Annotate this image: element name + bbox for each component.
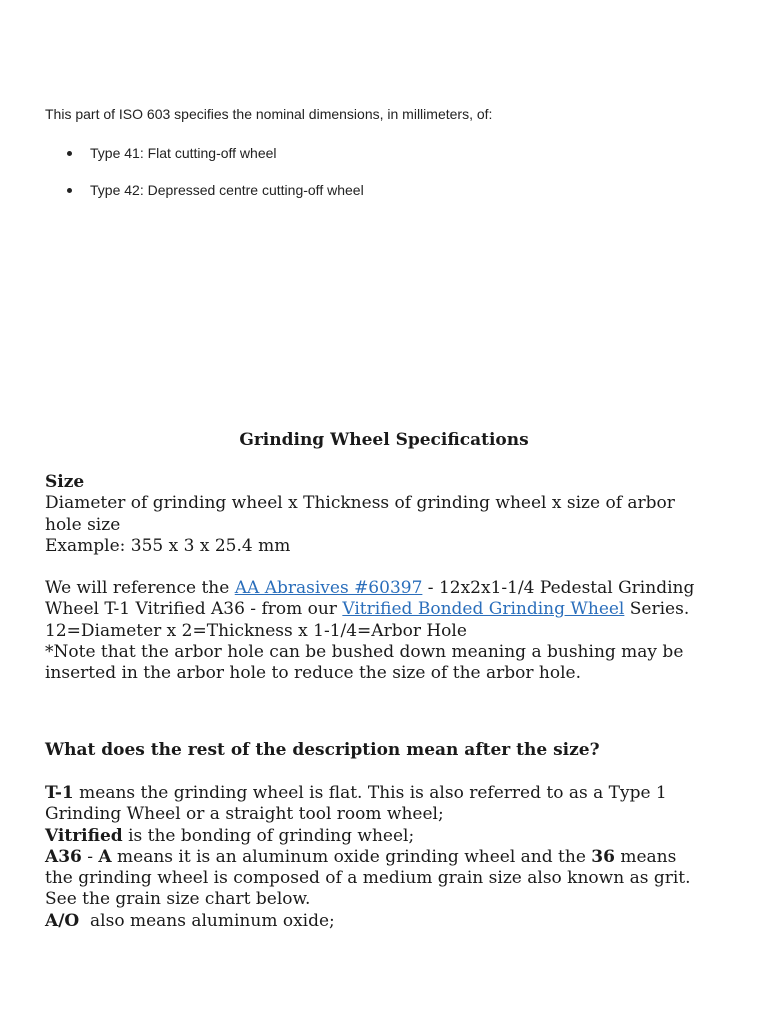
term: 36: [591, 846, 615, 867]
term: A: [98, 846, 112, 867]
vitrified-line: [45, 826, 735, 847]
definition-text: also means aluminum oxide;: [79, 910, 335, 931]
product-link[interactable]: AA Abrasives #60397: [234, 578, 423, 598]
term: Vitrified: [45, 825, 123, 846]
list-item: [45, 180, 725, 217]
wheel-type-list: [45, 143, 725, 217]
size-section: [45, 472, 735, 557]
size-description-line: Diameter of grinding wheel x Thickness of grinding wheel x size of arbor: [45, 493, 675, 514]
definition-text: -: [81, 846, 99, 867]
reference-text: We will reference the: [45, 578, 235, 598]
dimension-breakdown: 12=Diameter x 2=Thickness x 1-1/4=Arbor Hole: [45, 620, 467, 641]
question-heading: What does the rest of the description mean after the size?: [45, 740, 600, 760]
description-section: [45, 783, 735, 932]
term: A36: [45, 846, 82, 867]
bullet-icon: [67, 188, 72, 193]
bullet-icon: [67, 151, 72, 156]
reference-text: - 12x2x1-1/4 Pedestal Grinding: [422, 578, 695, 598]
description-question: [45, 740, 735, 761]
size-heading: Size: [45, 472, 85, 492]
ao-line: [45, 911, 735, 932]
reference-text: Series.: [624, 599, 690, 620]
a36-line: See the grain size chart below.: [45, 889, 311, 910]
section-title: Grinding Wheel Specifications: [239, 430, 529, 450]
term: T-1: [45, 783, 74, 803]
t1-line: [45, 783, 735, 804]
definition-text: is the bonding of grinding wheel;: [122, 825, 415, 846]
reference-section: [45, 578, 735, 684]
definition-text: means it is an aluminum oxide grinding wheel and the: [111, 846, 592, 867]
definition-text: means the grinding wheel is flat. This is also referred to as a Type 1: [73, 783, 667, 803]
intro-text: This part of ISO 603 specifies the nominal dimensions, in millimeters, of:: [45, 106, 493, 122]
reference-text: Wheel T-1 Vitrified A36 - from our: [45, 599, 343, 620]
reference-line: [45, 578, 735, 599]
a36-line: the grinding wheel is composed of a medium grain size also known as grit.: [45, 868, 691, 889]
series-link[interactable]: Vitrified Bonded Grinding Wheel: [342, 599, 625, 620]
a36-line: [45, 847, 735, 868]
size-description-line: hole size: [45, 514, 121, 535]
size-example: Example: 355 x 3 x 25.4 mm: [45, 535, 291, 556]
note-line: *Note that the arbor hole can be bushed down meaning a bushing may be: [45, 641, 684, 662]
reference-line: [45, 599, 735, 620]
definition-text: means: [614, 846, 677, 867]
list-item-text: Type 42: Depressed centre cutting-off wheel: [90, 182, 364, 198]
list-item: [45, 143, 725, 180]
note-line: inserted in the arbor hole to reduce the size of the arbor hole.: [45, 663, 581, 684]
t1-line: Grinding Wheel or a straight tool room wheel;: [45, 804, 444, 825]
term: A/O: [45, 910, 80, 931]
list-item-text: Type 41: Flat cutting-off wheel: [90, 145, 277, 161]
